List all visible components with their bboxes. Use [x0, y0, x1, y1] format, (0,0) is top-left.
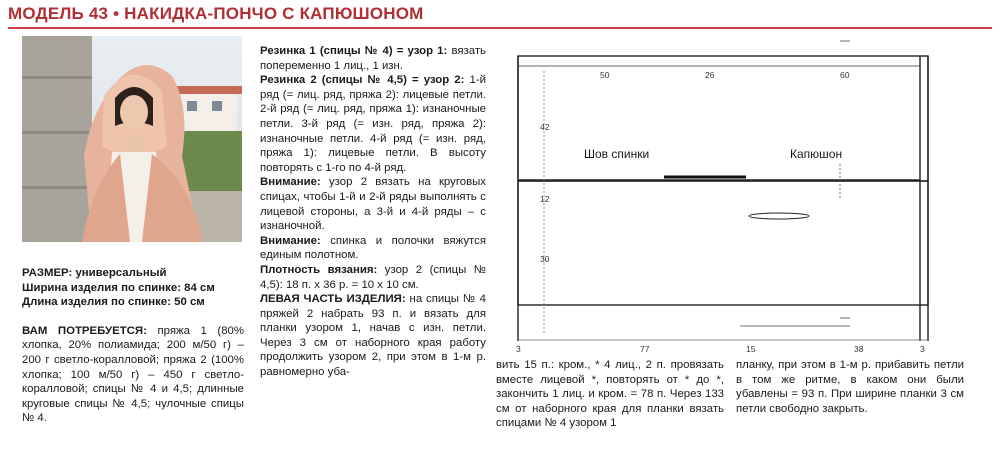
density-paragraph: [260, 263, 486, 292]
diagram-bottom-dim: 77: [640, 344, 650, 354]
rib2-text: 1-й ряд (= лиц. ряд, пряжа 2): лицевые петли. 2-й ряд (= лиц. ряд, пряжа 1): изнаночные петли. 3-й ряд (= изн. ряд, пряжа 2): изнаночные петли. 4-й ряд (= изн. ряд, пряжа 1): лицевые петли. В высоту повторять с 1-го по 4-й ряд.: [260, 74, 486, 174]
width-text: Ширина изделия по спинке: 84 см: [22, 281, 215, 294]
rib2-paragraph: [260, 73, 486, 175]
continuation-text-2: планку, при этом в 1-м р. прибавить петли в том же ритме, в каком они были убавлены = 93 п. При ширине планки 3 см петли свободно закрыть.: [736, 359, 964, 415]
continuation-column-1: [496, 358, 724, 431]
diagram-top-dim: 26: [705, 70, 715, 80]
specs-block: [22, 266, 244, 426]
diagram-bottom-dim: 15: [746, 344, 756, 354]
rib1-label: Резинка 1 (спицы № 4) = узор 1:: [260, 45, 448, 57]
diagram-bottom-dim: 3: [920, 344, 925, 354]
title-rule: [8, 27, 992, 29]
left-part-paragraph: [260, 292, 486, 380]
attention2-text: спинка и полочки вяжутся единым полотном.: [260, 234, 486, 262]
patterns-block: [260, 44, 486, 380]
attention1-text: узор 2 вязать на круговых спицах, чтобы 1-й и 2-й ряды выполнять с лицевой стороны, а 3-й и 4-й ряды – с изнаночной.: [260, 176, 486, 233]
attention2-paragraph: [260, 234, 486, 263]
model-photo: [22, 36, 242, 242]
diagram-bottom-dim: 3: [516, 344, 521, 354]
materials-label: ВАМ ПОТРЕБУЕТСЯ:: [22, 324, 147, 337]
rib2-label: Резинка 2 (спицы № 4,5) = узор 2:: [260, 74, 465, 87]
diagram-top-dim: 50: [600, 70, 610, 80]
materials-paragraph: [22, 324, 244, 426]
attention2-label: Внимание:: [260, 234, 321, 247]
left-part-text: на спицы № 4 пряжей 2 набрать 93 п. и вязать для планки узором 1, начав с изн. петли. Через 3 см от наборного края работу продолжить узором 2, при этом в 1-м р. равномерно уба-: [260, 293, 487, 379]
density-label: Плотность вязания:: [260, 263, 378, 276]
diagram-left-dim: 12: [540, 194, 550, 204]
left-part-label: ЛЕВАЯ ЧАСТЬ ИЗДЕЛИЯ:: [260, 293, 406, 306]
continuation-column-2: [736, 358, 964, 416]
diagram-left-dim: 30: [540, 254, 550, 264]
size-text: РАЗМЕР: универсальный: [22, 267, 167, 279]
materials-text: пряжа 1 (80% хлопка, 20% полиамида; 200 м/50 г) – 200 г светло-коралловой; пряжа 2 (100% хлопка; 100 м/50 г) – 450 г светло-коралловой; спицы № 4 и 4,5; длинные круговые спицы № 4,5; чулочные спицы № 4.: [22, 324, 244, 425]
length-text: Длина изделия по спинке: 50 см: [22, 296, 205, 309]
rib1-paragraph: [260, 44, 486, 73]
page-title: МОДЕЛЬ 43 • НАКИДКА-ПОНЧО С КАПЮШОНОМ: [8, 4, 424, 23]
attention1-paragraph: [260, 175, 486, 233]
diagram-bottom-dim: 38: [854, 344, 864, 354]
rib1-text: вязать попеременно 1 лиц., 1 изн.: [260, 45, 486, 72]
pattern-diagram: [500, 36, 970, 356]
diagram-top-dim: 60: [840, 70, 850, 80]
diagram-label-hood: Капюшон: [790, 147, 843, 161]
continuation-text-1: вить 15 п.: кром., * 4 лиц., 2 п. провязать вместе лицевой *, повторять от * до *, закончить 1 лиц. и кром. = 78 п. Через 133 см от наборного края для планки вязать спицами № 4 узором 1: [496, 359, 724, 430]
attention1-label: Внимание:: [260, 176, 321, 189]
diagram-left-dim: 42: [540, 122, 550, 132]
diagram-label-back-seam: Шов спинки: [584, 147, 650, 161]
density-text: узор 2 (спицы № 4,5): 18 п. х 36 р. = 10 х 10 см.: [260, 263, 487, 291]
